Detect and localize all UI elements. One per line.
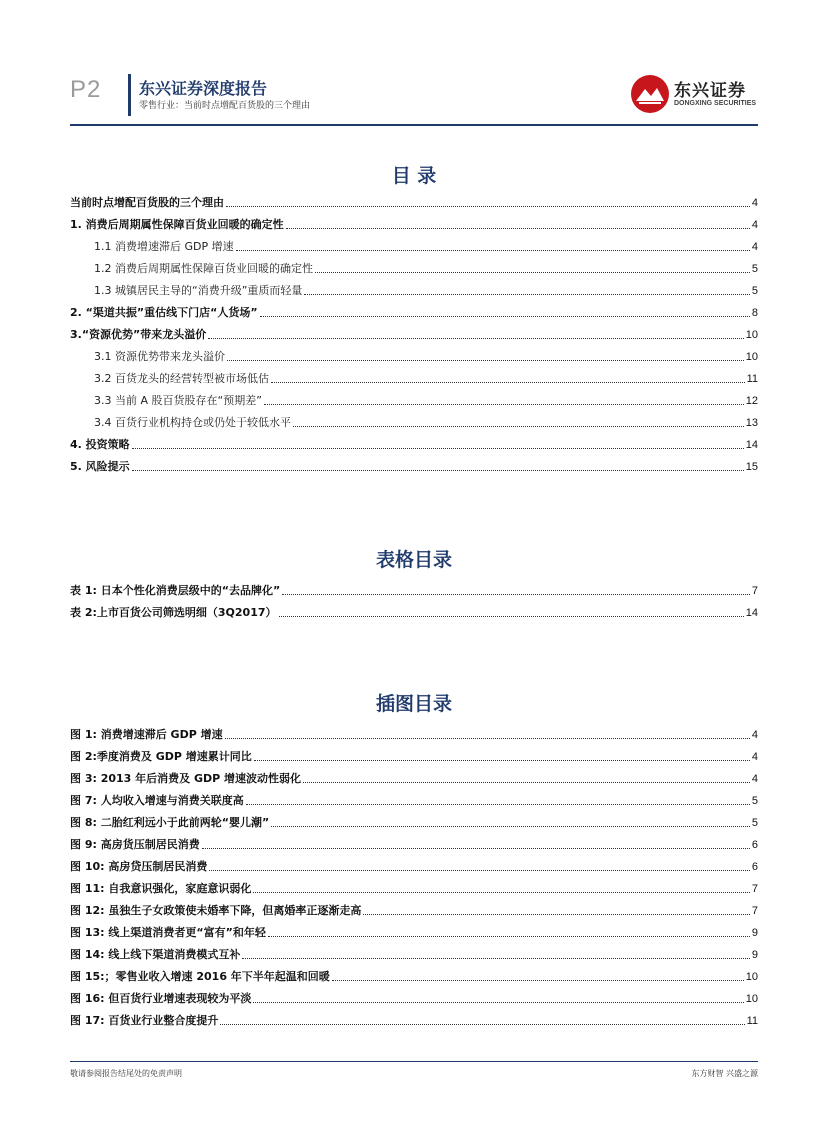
report-title: 东兴证券深度报告 (139, 79, 268, 98)
figure-toc-entry[interactable]: 图 10: 高房贷压制居民消费 6 (70, 860, 758, 873)
toc-entry[interactable]: 3.2 百货龙头的经营转型被市场低估 11 (94, 372, 758, 385)
figure-toc-entry[interactable]: 图 8: 二胎红利远小于此前两轮“婴儿潮” 5 (70, 816, 758, 829)
figure-toc-entry[interactable]: 图 17: 百货业行业整合度提升 11 (70, 1014, 758, 1027)
report-subtitle: 零售行业：当前时点增配百货股的三个理由 (139, 101, 311, 111)
header-rule (70, 124, 758, 126)
figure-toc-entry[interactable]: 图 11: 自我意识强化，家庭意识弱化 7 (70, 882, 758, 895)
figure-toc-entry[interactable]: 图 14: 线上线下渠道消费模式互补 9 (70, 948, 758, 961)
toc-entry[interactable]: 1.1 消费增速滞后 GDP 增速 4 (94, 240, 758, 253)
figure-toc-entry[interactable]: 图 12: 虽独生子女政策使未婚率下降，但离婚率正逐渐走高 7 (70, 904, 758, 917)
figure-toc-entry[interactable]: 图 16: 但百货行业增速表现较为平淡 10 (70, 992, 758, 1005)
toc-entry[interactable]: 3.4 百货行业机构持仓或仍处于较低水平 13 (94, 416, 758, 429)
page-label: P2 (70, 76, 102, 103)
disclaimer-note: 敬请参阅报告结尾处的免责声明 (70, 1069, 182, 1078)
toc-entry[interactable]: 3.1 资源优势带来龙头溢价 10 (94, 350, 758, 363)
figure-toc-entry[interactable]: 图 9: 高房货压制居民消费 6 (70, 838, 758, 851)
toc-entry[interactable]: 2. “渠道共振”重估线下门店“人货场” 8 (70, 306, 758, 319)
company-logo (630, 74, 760, 116)
figure-toc-entry[interactable]: 图 2:季度消费及 GDP 增速累计同比 4 (70, 750, 758, 763)
company-slogan: 东方财智 兴盛之源 (691, 1069, 758, 1078)
toc-heading: 目 录 (391, 165, 437, 187)
logo-text-en: DONGXING SECURITIES (674, 100, 757, 107)
toc-entry[interactable]: 4. 投资策略 14 (70, 438, 758, 451)
table-toc-entry[interactable]: 表 2:上市百货公司筛选明细（3Q2017） 14 (70, 606, 758, 619)
toc-entry[interactable]: 当前时点增配百货股的三个理由 4 (70, 196, 758, 209)
logo-mark-icon (630, 74, 670, 114)
figure-toc-entry[interactable]: 图 15:；零售业收入增速 2016 年下半年起温和回暖 10 (70, 970, 758, 983)
header-divider (128, 74, 131, 116)
toc-entry[interactable]: 1.2 消费后周期属性保障百货业回暖的确定性 5 (94, 262, 758, 275)
figure-toc-entry[interactable]: 图 3: 2013 年后消费及 GDP 增速波动性弱化 4 (70, 772, 758, 785)
figure-toc-entry[interactable]: 图 1: 消费增速滞后 GDP 增速 4 (70, 728, 758, 741)
figure-toc-entry[interactable]: 图 13: 线上渠道消费者更“富有”和年轻 9 (70, 926, 758, 939)
toc-entry[interactable]: 1.3 城镇居民主导的“消费升级”重质而轻量 5 (94, 284, 758, 297)
tables-toc-heading: 表格目录 (375, 549, 452, 571)
toc-entry[interactable]: 3.3 当前 A 股百货股存在“预期差” 12 (94, 394, 758, 407)
table-toc-entry[interactable]: 表 1: 日本个性化消费层级中的“去品牌化” 7 (70, 584, 758, 597)
figures-toc-heading: 插图目录 (375, 693, 452, 715)
toc-entry[interactable]: 1. 消费后周期属性保障百货业回暖的确定性 4 (70, 218, 758, 231)
footer-rule (70, 1061, 758, 1062)
toc-entry[interactable]: 3.“资源优势”带来龙头溢价 10 (70, 328, 758, 341)
figure-toc-entry[interactable]: 图 7: 人均收入增速与消费关联度高 5 (70, 794, 758, 807)
toc-entry[interactable]: 5. 风险提示 15 (70, 460, 758, 473)
logo-text-cn: 东兴证券 (674, 81, 746, 101)
